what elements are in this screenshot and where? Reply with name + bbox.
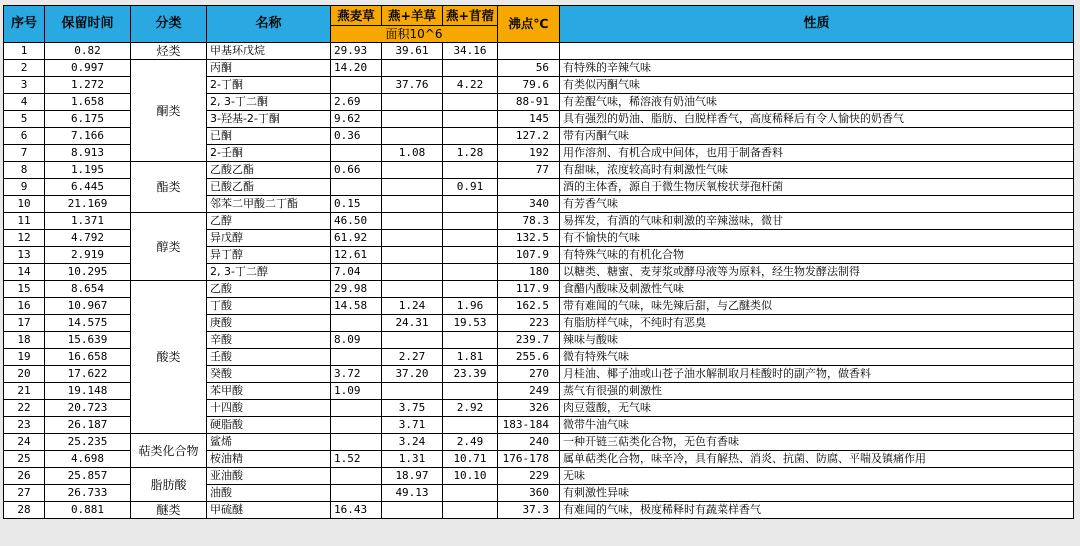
cell-boiling-point: 145 [498, 111, 560, 128]
cell-property: 有不愉快的气味 [560, 230, 1074, 247]
cell-area-oat-alfalfa [443, 281, 498, 298]
cell-seq: 19 [4, 349, 45, 366]
cell-seq: 25 [4, 451, 45, 468]
cell-area-oat: 0.15 [331, 196, 382, 213]
cell-area-oat-leymus: 39.61 [382, 43, 443, 60]
cell-retention-time: 8.913 [45, 145, 131, 162]
cell-property: 易挥发，有酒的气味和刺激的辛辣滋味，微甘 [560, 213, 1074, 230]
cell-retention-time: 25.857 [45, 468, 131, 485]
cell-seq: 5 [4, 111, 45, 128]
cell-area-oat-alfalfa [443, 230, 498, 247]
cell-retention-time: 7.166 [45, 128, 131, 145]
cell-area-oat [331, 400, 382, 417]
cell-boiling-point: 117.9 [498, 281, 560, 298]
cell-retention-time: 0.881 [45, 502, 131, 519]
cell-boiling-point: 88-91 [498, 94, 560, 111]
table-row [4, 60, 1074, 77]
cell-area-oat-alfalfa: 34.16 [443, 43, 498, 60]
cell-name: 癸酸 [207, 366, 331, 383]
cell-area-oat [331, 349, 382, 366]
cell-area-oat [331, 468, 382, 485]
cell-name: 鲨烯 [207, 434, 331, 451]
cell-name: 乙酸 [207, 281, 331, 298]
cell-area-oat-alfalfa [443, 196, 498, 213]
cell-area-oat-leymus [382, 94, 443, 111]
cell-retention-time: 4.792 [45, 230, 131, 247]
cell-retention-time: 26.733 [45, 485, 131, 502]
cell-area-oat: 29.98 [331, 281, 382, 298]
cell-area-oat-alfalfa: 10.10 [443, 468, 498, 485]
cell-name: 已酸乙酯 [207, 179, 331, 196]
cell-seq: 13 [4, 247, 45, 264]
cell-boiling-point: 270 [498, 366, 560, 383]
cell-name: 十四酸 [207, 400, 331, 417]
header-oat-grass: 燕麦草 [331, 6, 382, 26]
cell-name: 2-壬酮 [207, 145, 331, 162]
cell-property: 具有强烈的奶油、脂肪、白脱样香气，高度稀释后有令人愉快的奶香气 [560, 111, 1074, 128]
cell-area-oat-leymus [382, 196, 443, 213]
cell-area-oat-alfalfa [443, 417, 498, 434]
cell-area-oat-leymus [382, 60, 443, 77]
cell-seq: 15 [4, 281, 45, 298]
cell-seq: 26 [4, 468, 45, 485]
cell-property: 有类似丙酮气味 [560, 77, 1074, 94]
cell-retention-time: 6.175 [45, 111, 131, 128]
volatile-compounds-table [3, 5, 1074, 519]
cell-category: 酸类 [131, 281, 207, 434]
cell-area-oat: 61.92 [331, 230, 382, 247]
cell-area-oat: 0.66 [331, 162, 382, 179]
cell-name: 异丁醇 [207, 247, 331, 264]
cell-boiling-point: 180 [498, 264, 560, 281]
cell-area-oat-alfalfa: 2.92 [443, 400, 498, 417]
cell-area-oat-leymus [382, 281, 443, 298]
cell-boiling-point: 37.3 [498, 502, 560, 519]
cell-area-oat-leymus: 1.24 [382, 298, 443, 315]
cell-property: 带有难闻的气味，味先辣后甜，与乙醚类似 [560, 298, 1074, 315]
cell-seq: 17 [4, 315, 45, 332]
cell-retention-time: 2.919 [45, 247, 131, 264]
cell-retention-time: 8.654 [45, 281, 131, 298]
cell-area-oat [331, 417, 382, 434]
header-property: 性质 [560, 6, 1074, 43]
cell-property: 微有特殊气味 [560, 349, 1074, 366]
cell-boiling-point: 239.7 [498, 332, 560, 349]
cell-boiling-point: 176-178 [498, 451, 560, 468]
cell-seq: 22 [4, 400, 45, 417]
cell-seq: 3 [4, 77, 45, 94]
cell-boiling-point: 127.2 [498, 128, 560, 145]
cell-boiling-point [498, 179, 560, 196]
cell-seq: 4 [4, 94, 45, 111]
table-row [4, 213, 1074, 230]
cell-area-oat: 14.58 [331, 298, 382, 315]
cell-area-oat: 2.69 [331, 94, 382, 111]
table-row [4, 281, 1074, 298]
cell-area-oat-leymus: 37.20 [382, 366, 443, 383]
cell-property [560, 43, 1074, 60]
cell-area-oat: 7.04 [331, 264, 382, 281]
cell-area-oat [331, 77, 382, 94]
cell-area-oat-alfalfa [443, 332, 498, 349]
cell-area-oat-leymus: 3.71 [382, 417, 443, 434]
cell-name: 庚酸 [207, 315, 331, 332]
cell-boiling-point: 240 [498, 434, 560, 451]
cell-area-oat-alfalfa [443, 264, 498, 281]
cell-seq: 11 [4, 213, 45, 230]
cell-retention-time: 16.658 [45, 349, 131, 366]
cell-retention-time: 1.371 [45, 213, 131, 230]
cell-seq: 1 [4, 43, 45, 60]
cell-property: 食醋内酸味及刺激性气味 [560, 281, 1074, 298]
cell-boiling-point: 132.5 [498, 230, 560, 247]
cell-area-oat-leymus: 49.13 [382, 485, 443, 502]
cell-area-oat-alfalfa [443, 162, 498, 179]
cell-category: 酮类 [131, 60, 207, 162]
cell-area-oat-alfalfa [443, 94, 498, 111]
cell-retention-time: 15.639 [45, 332, 131, 349]
cell-area-oat: 1.52 [331, 451, 382, 468]
cell-name: 桉油精 [207, 451, 331, 468]
cell-property: 有芳香气味 [560, 196, 1074, 213]
cell-property: 有难闻的气味，极度稀释时有蔬菜样香气 [560, 502, 1074, 519]
cell-boiling-point: 78.3 [498, 213, 560, 230]
cell-area-oat-leymus [382, 128, 443, 145]
cell-area-oat [331, 434, 382, 451]
cell-area-oat-alfalfa [443, 60, 498, 77]
cell-area-oat-alfalfa [443, 213, 498, 230]
cell-property: 有甜味，浓度较高时有刺激性气味 [560, 162, 1074, 179]
cell-area-oat-alfalfa [443, 502, 498, 519]
header-oat-alfalfa: 燕+苜蓿 [443, 6, 498, 26]
cell-name: 乙醇 [207, 213, 331, 230]
cell-area-oat-leymus: 18.97 [382, 468, 443, 485]
header-name: 名称 [207, 6, 331, 43]
cell-name: 丙酮 [207, 60, 331, 77]
cell-retention-time: 6.445 [45, 179, 131, 196]
cell-retention-time: 21.169 [45, 196, 131, 213]
cell-area-oat-alfalfa: 19.53 [443, 315, 498, 332]
cell-area-oat-leymus: 24.31 [382, 315, 443, 332]
cell-category: 酯类 [131, 162, 207, 213]
cell-property: 肉豆蔻酸，无气味 [560, 400, 1074, 417]
cell-boiling-point: 162.5 [498, 298, 560, 315]
cell-area-oat-alfalfa [443, 247, 498, 264]
cell-name: 已酮 [207, 128, 331, 145]
cell-boiling-point: 360 [498, 485, 560, 502]
header-boiling-point: 沸点℃ [498, 6, 560, 43]
cell-area-oat: 0.36 [331, 128, 382, 145]
cell-retention-time: 20.723 [45, 400, 131, 417]
cell-area-oat: 46.50 [331, 213, 382, 230]
cell-retention-time: 25.235 [45, 434, 131, 451]
cell-name: 乙酸乙酯 [207, 162, 331, 179]
cell-property: 无味 [560, 468, 1074, 485]
cell-boiling-point: 249 [498, 383, 560, 400]
cell-boiling-point: 340 [498, 196, 560, 213]
cell-property: 有刺激性异味 [560, 485, 1074, 502]
table-row [4, 43, 1074, 60]
cell-area-oat-leymus: 3.75 [382, 400, 443, 417]
cell-area-oat-leymus [382, 230, 443, 247]
cell-name: 甲硫醚 [207, 502, 331, 519]
cell-retention-time: 1.658 [45, 94, 131, 111]
cell-name: 2, 3-丁二醇 [207, 264, 331, 281]
cell-area-oat-alfalfa [443, 383, 498, 400]
cell-name: 丁酸 [207, 298, 331, 315]
cell-area-oat: 14.20 [331, 60, 382, 77]
cell-area-oat: 9.62 [331, 111, 382, 128]
cell-category: 烃类 [131, 43, 207, 60]
cell-name: 亚油酸 [207, 468, 331, 485]
cell-area-oat: 1.09 [331, 383, 382, 400]
cell-area-oat: 16.43 [331, 502, 382, 519]
cell-name: 油酸 [207, 485, 331, 502]
cell-seq: 23 [4, 417, 45, 434]
cell-boiling-point: 255.6 [498, 349, 560, 366]
cell-retention-time: 4.698 [45, 451, 131, 468]
cell-property: 有特殊的辛辣气味 [560, 60, 1074, 77]
cell-area-oat [331, 315, 382, 332]
cell-seq: 7 [4, 145, 45, 162]
cell-retention-time: 1.195 [45, 162, 131, 179]
cell-seq: 2 [4, 60, 45, 77]
cell-area-oat-leymus [382, 111, 443, 128]
cell-property: 带有丙酮气味 [560, 128, 1074, 145]
cell-property: 属单萜类化合物，味辛冷，具有解热、消炎、抗菌、防腐、平喘及镇痛作用 [560, 451, 1074, 468]
cell-name: 2, 3-丁二酮 [207, 94, 331, 111]
header-area-unit: 面积10^6 [331, 26, 498, 43]
cell-seq: 14 [4, 264, 45, 281]
cell-name: 3-羟基-2-丁酮 [207, 111, 331, 128]
cell-property: 辣味与酸味 [560, 332, 1074, 349]
cell-name: 2-丁酮 [207, 77, 331, 94]
cell-area-oat-alfalfa: 1.96 [443, 298, 498, 315]
cell-seq: 20 [4, 366, 45, 383]
cell-area-oat-alfalfa: 1.81 [443, 349, 498, 366]
cell-seq: 16 [4, 298, 45, 315]
cell-seq: 21 [4, 383, 45, 400]
cell-name: 异戊醇 [207, 230, 331, 247]
cell-area-oat-leymus [382, 179, 443, 196]
cell-area-oat-alfalfa [443, 128, 498, 145]
cell-retention-time: 0.82 [45, 43, 131, 60]
cell-seq: 12 [4, 230, 45, 247]
cell-retention-time: 19.148 [45, 383, 131, 400]
cell-area-oat: 8.09 [331, 332, 382, 349]
cell-category: 醇类 [131, 213, 207, 281]
cell-property: 以糖类、糖蜜、麦芽浆或酵母液等为原料，经生物发酵法制得 [560, 264, 1074, 281]
cell-name: 辛酸 [207, 332, 331, 349]
cell-property: 蒸气有很强的刺激性 [560, 383, 1074, 400]
cell-retention-time: 0.997 [45, 60, 131, 77]
cell-area-oat-alfalfa: 23.39 [443, 366, 498, 383]
cell-boiling-point: 79.6 [498, 77, 560, 94]
cell-area-oat-leymus: 1.08 [382, 145, 443, 162]
cell-area-oat-alfalfa [443, 111, 498, 128]
header-retention-time: 保留时间 [45, 6, 131, 43]
cell-retention-time: 17.622 [45, 366, 131, 383]
cell-property: 有脂肪样气味，不纯时有恶臭 [560, 315, 1074, 332]
header-seq: 序号 [4, 6, 45, 43]
cell-name: 邻苯二甲酸二丁酯 [207, 196, 331, 213]
cell-retention-time: 10.967 [45, 298, 131, 315]
cell-property: 一种开链三萜类化合物，无色有香味 [560, 434, 1074, 451]
cell-area-oat-alfalfa: 2.49 [443, 434, 498, 451]
cell-area-oat-alfalfa: 4.22 [443, 77, 498, 94]
cell-area-oat-leymus: 2.27 [382, 349, 443, 366]
cell-seq: 9 [4, 179, 45, 196]
cell-seq: 18 [4, 332, 45, 349]
cell-area-oat-leymus: 37.76 [382, 77, 443, 94]
cell-property: 月桂油、椰子油或山苍子油水解制取月桂酸时的副产物，做香料 [560, 366, 1074, 383]
cell-seq: 6 [4, 128, 45, 145]
cell-retention-time: 26.187 [45, 417, 131, 434]
cell-seq: 8 [4, 162, 45, 179]
cell-area-oat [331, 485, 382, 502]
cell-area-oat-alfalfa: 10.71 [443, 451, 498, 468]
cell-seq: 27 [4, 485, 45, 502]
cell-area-oat-leymus [382, 247, 443, 264]
table-row [4, 502, 1074, 519]
cell-seq: 24 [4, 434, 45, 451]
cell-property: 用作溶剂、有机合成中间体，也用于制备香料 [560, 145, 1074, 162]
cell-area-oat-leymus [382, 502, 443, 519]
cell-retention-time: 1.272 [45, 77, 131, 94]
table-row [4, 162, 1074, 179]
cell-seq: 28 [4, 502, 45, 519]
cell-area-oat-alfalfa: 1.28 [443, 145, 498, 162]
cell-seq: 10 [4, 196, 45, 213]
cell-retention-time: 14.575 [45, 315, 131, 332]
cell-category: 脂肪酸 [131, 468, 207, 502]
cell-area-oat [331, 179, 382, 196]
cell-name: 苯甲酸 [207, 383, 331, 400]
cell-area-oat-leymus [382, 162, 443, 179]
cell-boiling-point: 223 [498, 315, 560, 332]
cell-name: 硬脂酸 [207, 417, 331, 434]
header-category: 分类 [131, 6, 207, 43]
cell-property: 酒的主体香，源自于微生物厌氧梭状芽孢杆菌 [560, 179, 1074, 196]
cell-retention-time: 10.295 [45, 264, 131, 281]
cell-area-oat: 12.61 [331, 247, 382, 264]
cell-boiling-point: 107.9 [498, 247, 560, 264]
cell-boiling-point [498, 43, 560, 60]
cell-category: 醚类 [131, 502, 207, 519]
cell-property: 有特殊气味的有机化合物 [560, 247, 1074, 264]
cell-area-oat-leymus [382, 383, 443, 400]
cell-area-oat-leymus: 3.24 [382, 434, 443, 451]
cell-boiling-point: 192 [498, 145, 560, 162]
cell-property: 有差醌气味，稀溶液有奶油气味 [560, 94, 1074, 111]
cell-area-oat: 29.93 [331, 43, 382, 60]
cell-boiling-point: 77 [498, 162, 560, 179]
cell-area-oat-alfalfa [443, 485, 498, 502]
cell-name: 甲基环戊烷 [207, 43, 331, 60]
cell-boiling-point: 56 [498, 60, 560, 77]
cell-area-oat-leymus [382, 332, 443, 349]
cell-area-oat-leymus [382, 264, 443, 281]
cell-area-oat-leymus [382, 213, 443, 230]
cell-name: 壬酸 [207, 349, 331, 366]
header-oat-leymus: 燕+羊草 [382, 6, 443, 26]
cell-boiling-point: 229 [498, 468, 560, 485]
table-row [4, 434, 1074, 451]
table-row [4, 468, 1074, 485]
cell-property: 微带牛油气味 [560, 417, 1074, 434]
cell-boiling-point: 326 [498, 400, 560, 417]
cell-area-oat: 3.72 [331, 366, 382, 383]
cell-boiling-point: 183-184 [498, 417, 560, 434]
cell-category: 萜类化合物 [131, 434, 207, 468]
cell-area-oat-alfalfa: 0.91 [443, 179, 498, 196]
cell-area-oat [331, 145, 382, 162]
cell-area-oat-leymus: 1.31 [382, 451, 443, 468]
